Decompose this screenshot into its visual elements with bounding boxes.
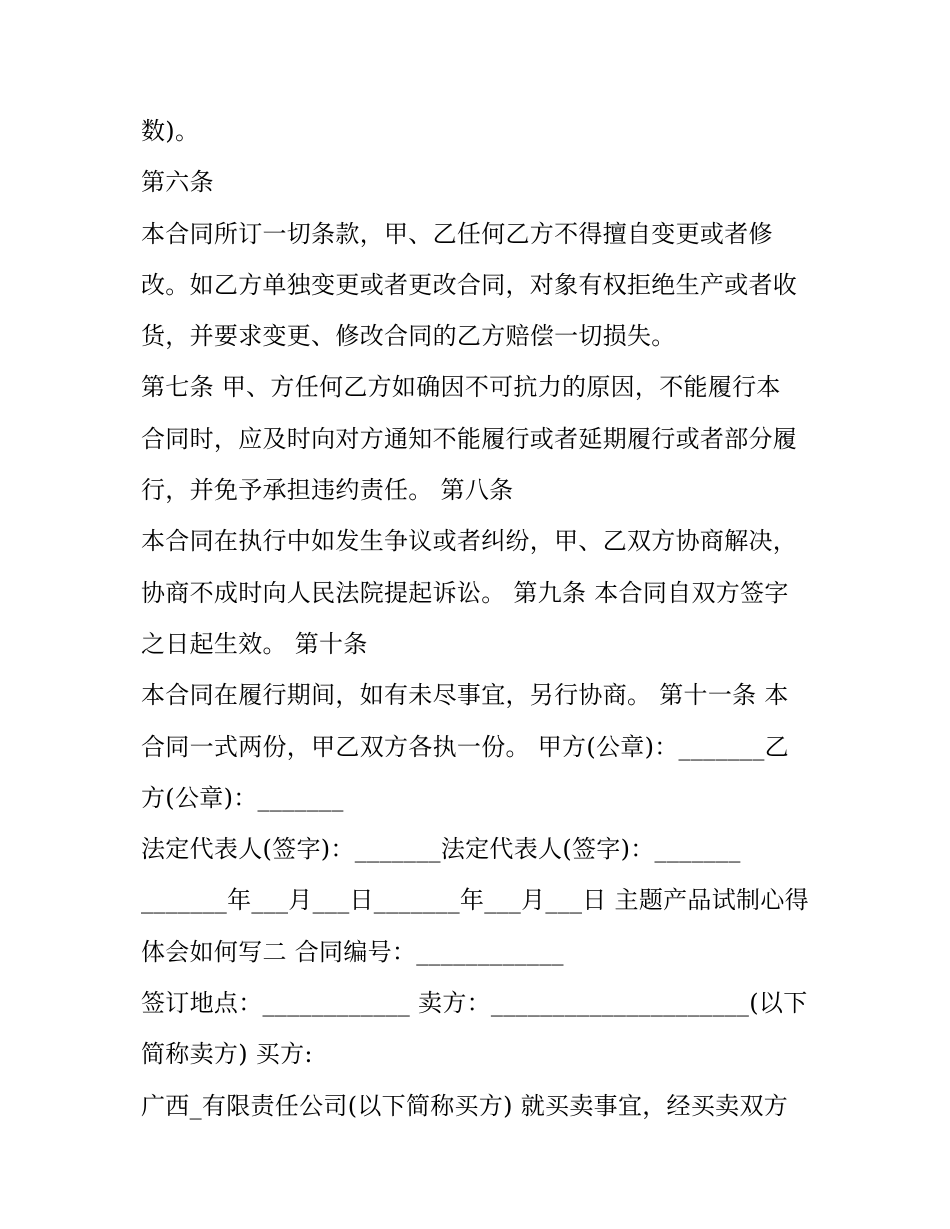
text-line: 数)。 xyxy=(141,117,200,145)
text-line: 改。如乙方单独变更或者更改合同，对象有权拒绝生产或者收 xyxy=(141,270,798,299)
text-line: 本合同所订一切条款，甲、乙任何乙方不得擅自变更或者修 xyxy=(141,219,773,248)
representative-signature-line: 法定代表人(签字)：_______法定代表人(签字)：_______ xyxy=(141,835,741,864)
text-line: 货，并要求变更、修改合同的乙方赔偿一切损失。 xyxy=(141,322,676,351)
signing-place-line: 签订地点：____________ 卖方：_____________________(以下 xyxy=(141,989,808,1018)
text-line: 行，并免予承担违约责任。 第八条 xyxy=(141,476,514,505)
text-line: 本合同在履行期间，如有未尽事宜，另行协商。 第十一条 本 xyxy=(141,681,789,710)
article-6-heading: 第六条 xyxy=(141,168,214,197)
article-7-line: 第七条 甲、方任何乙方如确因不可抗力的原因，不能履行本 xyxy=(141,373,781,402)
text-line: 协商不成时向人民法院提起诉讼。 第九条 本合同自双方签字 xyxy=(141,578,789,607)
text-line: 本合同在执行中如发生争议或者纠纷，甲、乙双方协商解决， xyxy=(141,527,798,556)
date-line: _______年___月___日_______年___月___日 主题产品试制心得 xyxy=(141,886,809,915)
signature-line: 方(公章)：_______ xyxy=(141,783,344,812)
text-line: 之日起生效。 第十条 xyxy=(141,629,368,658)
signature-line: 合同一式两份，甲乙双方各执一份。 甲方(公章)：_______乙 xyxy=(141,732,789,761)
text-line: 简称卖方) 买方: xyxy=(141,1040,313,1069)
text-line: 广西_有限责任公司(以下简称买方) 就买卖事宜，经买卖双方 xyxy=(141,1091,789,1120)
contract-text-body xyxy=(141,106,821,1132)
text-line: 合同时，应及时向对方通知不能履行或者延期履行或者部分履 xyxy=(141,424,798,453)
contract-number-line: 体会如何写二 合同编号：____________ xyxy=(141,937,564,966)
